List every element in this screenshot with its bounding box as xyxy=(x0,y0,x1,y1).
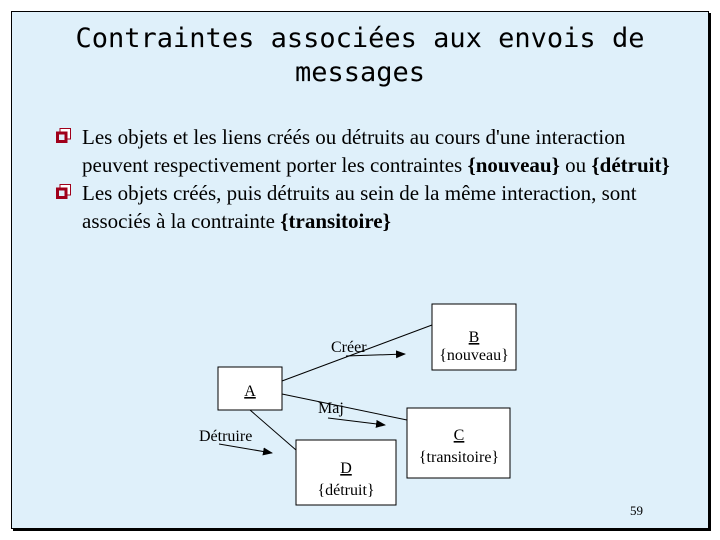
object-b-name: B xyxy=(468,329,480,346)
link-a-c xyxy=(282,394,407,420)
link-a-d xyxy=(250,410,296,450)
message-maj-label: Maj xyxy=(318,400,344,417)
bullet-1-strong-1: {nouveau} xyxy=(467,153,560,177)
bullet-1-strong-2: {détruit} xyxy=(591,153,670,177)
message-destroy-label: Détruire xyxy=(199,428,253,445)
bullet-2-text-a: Les objets créés, puis détruits au sein de la même interaction, sont associés à la contrainte xyxy=(82,181,637,233)
object-c[interactable] xyxy=(407,408,510,478)
bullet-1-text-b: ou xyxy=(559,153,592,177)
object-d-name: D xyxy=(340,460,352,477)
object-d[interactable] xyxy=(296,440,396,505)
object-b-constraint: {nouveau} xyxy=(439,347,509,364)
bullet-2-strong-1: {transitoire} xyxy=(280,209,391,233)
object-b[interactable] xyxy=(432,304,516,370)
object-c-constraint: {transitoire} xyxy=(418,449,500,466)
object-a-name: A xyxy=(244,383,256,400)
object-a[interactable] xyxy=(218,367,282,410)
title-line-1: Contraintes associées aux envois de xyxy=(75,23,645,54)
title-line-2: messages xyxy=(294,57,426,88)
object-c-name: C xyxy=(453,427,465,444)
arrow-maj xyxy=(328,418,385,425)
object-d-constraint: {détruit} xyxy=(317,482,375,499)
arrow-destroy xyxy=(219,444,272,453)
message-create-label: Créer xyxy=(331,339,367,356)
bullet-1-text-a: Les objets et les liens créés ou détruits au cours d'une interaction peuvent respectivement porter les contraintes xyxy=(82,125,626,177)
page-number: 59 xyxy=(630,503,643,518)
